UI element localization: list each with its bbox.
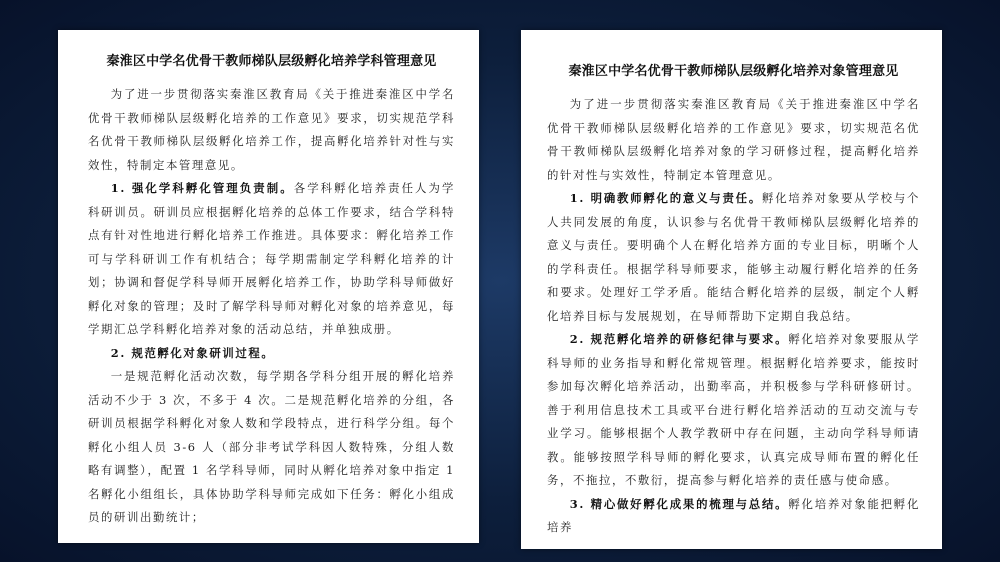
section-3-heading: 3. 精心做好孵化成果的梳理与总结。 (569, 496, 789, 511)
intro-paragraph: 为了进一步贯彻落实秦淮区教育局《关于推进秦淮区中学名优骨干教师梯队层级孵化培养的工作意见》要求，切实规范学科名优骨干教师梯队层级孵化培养工作，提高孵化培养针对性与实效性，特制定本管理意见。 (88, 87, 455, 172)
section-2-paragraph (547, 328, 920, 493)
section-1-body: 各学科孵化培养责任人为学科研训员。研训员应根据孵化培养的总体工作要求，结合学科特点有针对性地进行孵化培养工作推进。具体要求：孵化培养工作可与学科研训工作有机结合；每学期需制定学科孵化培养的计划；协调和督促学科导师开展孵化培养工作，协助学科导师做好孵化对象的管理；及时了解学科导师对孵化对象的培养意见，每学期汇总学科孵化培养对象的活动总结，并单独成册。 (88, 181, 455, 336)
document-title: 秦淮区中学名优骨干教师梯队层级孵化培养对象管理意见 (568, 64, 899, 79)
section-2-heading: 2. 规范孵化培养的研修纪律与要求。 (569, 332, 789, 346)
section-1-heading: 1. 明确教师孵化的意义与责任。 (569, 191, 763, 205)
document-page-right (521, 30, 942, 549)
section-3-paragraph (547, 493, 920, 540)
section-3-body: 孵化培养对象能把孵化培养 (547, 496, 920, 534)
section-2-heading-text: 2. 规范孵化对象研训过程。 (110, 345, 275, 360)
section-2-heading (88, 342, 455, 366)
section-1-body: 孵化培养对象要从学校与个人共同发展的角度，认识参与名优骨干教师梯队层级孵化培养的意义与责任。要明确个人在孵化培养方面的专业目标，明晰个人的学科责任。根据学科导师要求，能够主动履行孵化培养的任务和要求。处理好工学矛盾。能结合孵化培养的层级，制定个人孵化培养目标与发展规划，在导师帮助下定期自我总结。 (547, 191, 921, 323)
section-2-body: 孵化培养对象要服从学科导师的业务指导和孵化常规管理。根据孵化培养要求，能按时参加每次孵化培养活动，出勤率高，并积极参与学科研修研讨。善于利用信息技术工具或平台进行孵化培养活动的互动交流与专业学习。能够根据个人教学教研中存在问题，主动向学科导师请教。能够按照学科导师的孵化要求，认真完成导师布置的孵化任务，不拖拉，不敷衍，提高参与孵化培养的责任感与使命感。 (547, 332, 920, 487)
section-1-paragraph (88, 177, 455, 342)
section-1-paragraph (547, 187, 920, 328)
document-title: 秦淮区中学名优骨干教师梯队层级孵化培养学科管理意见 (106, 54, 437, 69)
intro-paragraph: 为了进一步贯彻落实秦淮区教育局《关于推进秦淮区中学名优骨干教师梯队层级孵化培养的工作意见》要求，切实规范名优骨干教师梯队层级孵化培养对象的学习研修过程，提高孵化培养的针对性与实效性，特制定本管理意见。 (547, 97, 920, 182)
section-2-body: 一是规范孵化活动次数，每学期各学科分组开展的孵化培养活动不少于 3 次，不多于 4 次。二是规范孵化培养的分组，各研训员根据学科孵化对象人数和学段特点，进行科学分组。每个孵化小组人员 3-6 人（部分非考试学科因人数特殊，分组人数略有调整），配置 1 名学科导师，同时从孵化培养对象中指定 1 名孵化小组组长，具体协助学科导师完成如下任务：孵化小组成员的研训出勤统计； (88, 369, 455, 524)
section-1-heading: 1. 强化学科孵化管理负责制。 (110, 181, 294, 195)
document-page-left (58, 30, 479, 543)
